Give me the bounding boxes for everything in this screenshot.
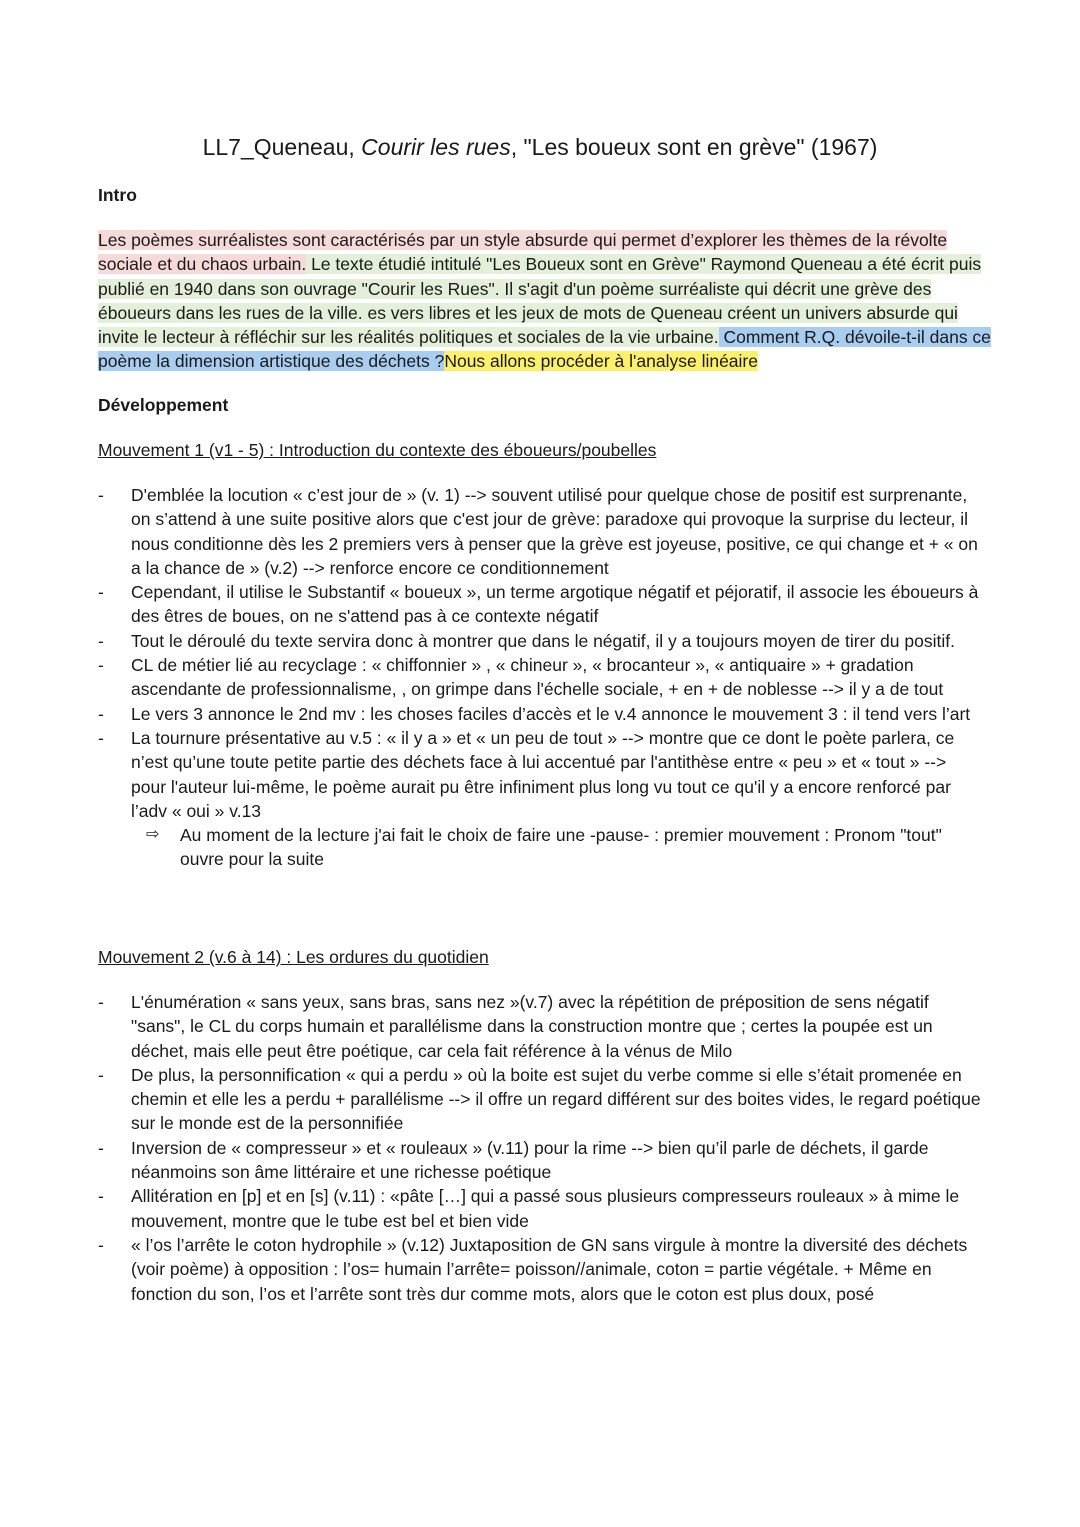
arrow-right-icon: ⇨ <box>146 826 160 844</box>
list-item: - CL de métier lié au recyclage : « chiffonnier » , « chineur », « brocanteur », « antiquaire » + gradation ascendante de professionnalisme, , on grimpe dans l'échelle sociale, + en + de noblesse --> il y a de tout <box>98 655 944 700</box>
list-item: - Allitération en [p] et en [s] (v.11) : «pâte […] qui a passé sous plusieurs compresseurs rouleaux » à mime le mouvement, montre que le tube est bel et bien vide <box>98 1186 960 1231</box>
dash-bullet: - <box>98 1186 104 1207</box>
list-item: - La tournure présentative au v.5 : « il y a » et « un peu de tout » --> montre que ce dont le poète parlera, ce n’est qu’une toute petite partie des déchets face à lui accentué par l'antithèse entre « peu » et « tout » --> pour l'auteur lui-même, le poème aurait pu être infiniment plus long vu tout ce qu'il y a encore renforcé par l’adv « oui » v.13 <box>98 727 955 821</box>
movement1-conclusion: ⇨ Au moment de la lecture j'ai fait le choix de faire une -pause- : premier mouvement : Pronom "tout" ouvre pour la suite <box>146 825 942 870</box>
list-item: - L'énumération « sans yeux, sans bras, sans nez »(v.7) avec la répétition de préposition de sens négatif "sans", le CL du corps humain et parallélisme dans la construction montre que ; certes la poupée est un déchet, mais elle peut être poétique, car cela fait référence à la vénus de Milo <box>98 992 933 1061</box>
movement1-list <box>0 483 1080 872</box>
dash-bullet: - <box>98 655 104 676</box>
intro-heading: Intro <box>98 185 137 205</box>
title-book: Courir les rues <box>361 134 511 160</box>
list-item: - Tout le déroulé du texte servira donc à montrer que dans le négatif, il y a toujours moyen de tirer du positif. <box>0 629 981 653</box>
dash-bullet: - <box>98 727 104 748</box>
dash-bullet: - <box>98 1234 104 1255</box>
dash-bullet: - <box>98 1137 104 1158</box>
intro-segment-context: Les poèmes surréalistes sont caractérisés par un style absurde qui permet d’explorer les thèmes de la révolte sociale et du chaos urbain. <box>98 230 948 275</box>
list-item: - De plus, la personnification « qui a perdu » où la boite est sujet du verbe comme si elle s’était promenée en chemin et elle les a perdu + parallélisme --> il offre un regard différent sur des boites vides, le regard poétique sur le monde est de la personnifiée <box>98 1064 981 1134</box>
dash-bullet: - <box>98 582 104 603</box>
intro-paragraph <box>98 228 998 374</box>
movement2-heading: Mouvement 2 (v.6 à 14) : Les ordures du quotidien <box>98 947 489 967</box>
title-prefix: LL7_Queneau, <box>202 134 362 160</box>
list-item: - Inversion de « compresseur » et « rouleaux » (v.11) pour la rime --> bien qu’il parle de déchets, il garde néanmoins son âme littéraire et une richesse poétique <box>98 1137 929 1183</box>
list-item: - Cependant, il utilise le Substantif « boueux », un terme argotique négatif et péjoratif, il associe les éboueurs à des êtres de boues, on ne s'attend pas à ce contexte négatif <box>98 582 979 627</box>
intro-segment-plan: Nous allons procéder à l'analyse linéaire <box>444 351 758 372</box>
document-title <box>0 131 1080 163</box>
dash-bullet: - <box>98 630 104 651</box>
movement1-heading: Mouvement 1 (v1 - 5) : Introduction du contexte des éboueurs/poubelles <box>98 440 657 460</box>
list-item: - Le vers 3 annonce le 2nd mv : les choses faciles d’accès et le v.4 annonce le mouvement 3 : il tend vers l’art <box>0 702 981 726</box>
list-item: - « l’os l’arrête le coton hydrophile » (v.12) Juxtaposition de GN sans virgule à montre la diversité des déchets (voir poème) à opposition : l’os= humain l’arrête= poisson//animale, coton = partie végétale. + Même en fonction du son, l’os et l’arrête sont très dur comme mots, alors que le coton est plus doux, posé <box>98 1234 968 1304</box>
dash-bullet: - <box>98 1064 104 1085</box>
title-rest: , "Les boueux sont en grève" (1967) <box>510 134 878 160</box>
development-heading: Développement <box>98 395 229 415</box>
movement2-list <box>0 990 1080 1306</box>
dash-bullet: - <box>98 703 104 724</box>
list-item: - D'emblée la locution « c’est jour de » (v. 1) --> souvent utilisé pour quelque chose de positif est surprenante, on s’attend à une suite positive alors que c'est jour de grève: paradoxe qui provoque la surprise du lecteur, il nous conditionne dès les 2 premiers vers à penser que la grève est joyeuse, positive, ce qui change et + « on a la chance de » (v.2) --> renforce encore ce conditionnement <box>98 485 978 578</box>
intro-segment-presentation: Le texte étudié intitulé "Les Boueux sont en Grève" Raymond Queneau a été écrit puis publié en 1940 dans son ouvrage "Courir les Rues". Il s'agit d'un poème surréaliste qui décrit une grève des éboueurs dans les rues de la ville. es vers libres et les jeux de mots de Queneau créent un univers absurde qui invite le lecteur à réfléchir sur les réalités politiques et sociales de la vie urbaine. <box>98 254 982 348</box>
dash-bullet: - <box>98 992 104 1012</box>
dash-bullet: - <box>98 485 104 505</box>
intro-segment-problematic: Comment R.Q. dévoile-t-il dans ce poème la dimension artistique des déchets ? <box>98 327 991 372</box>
